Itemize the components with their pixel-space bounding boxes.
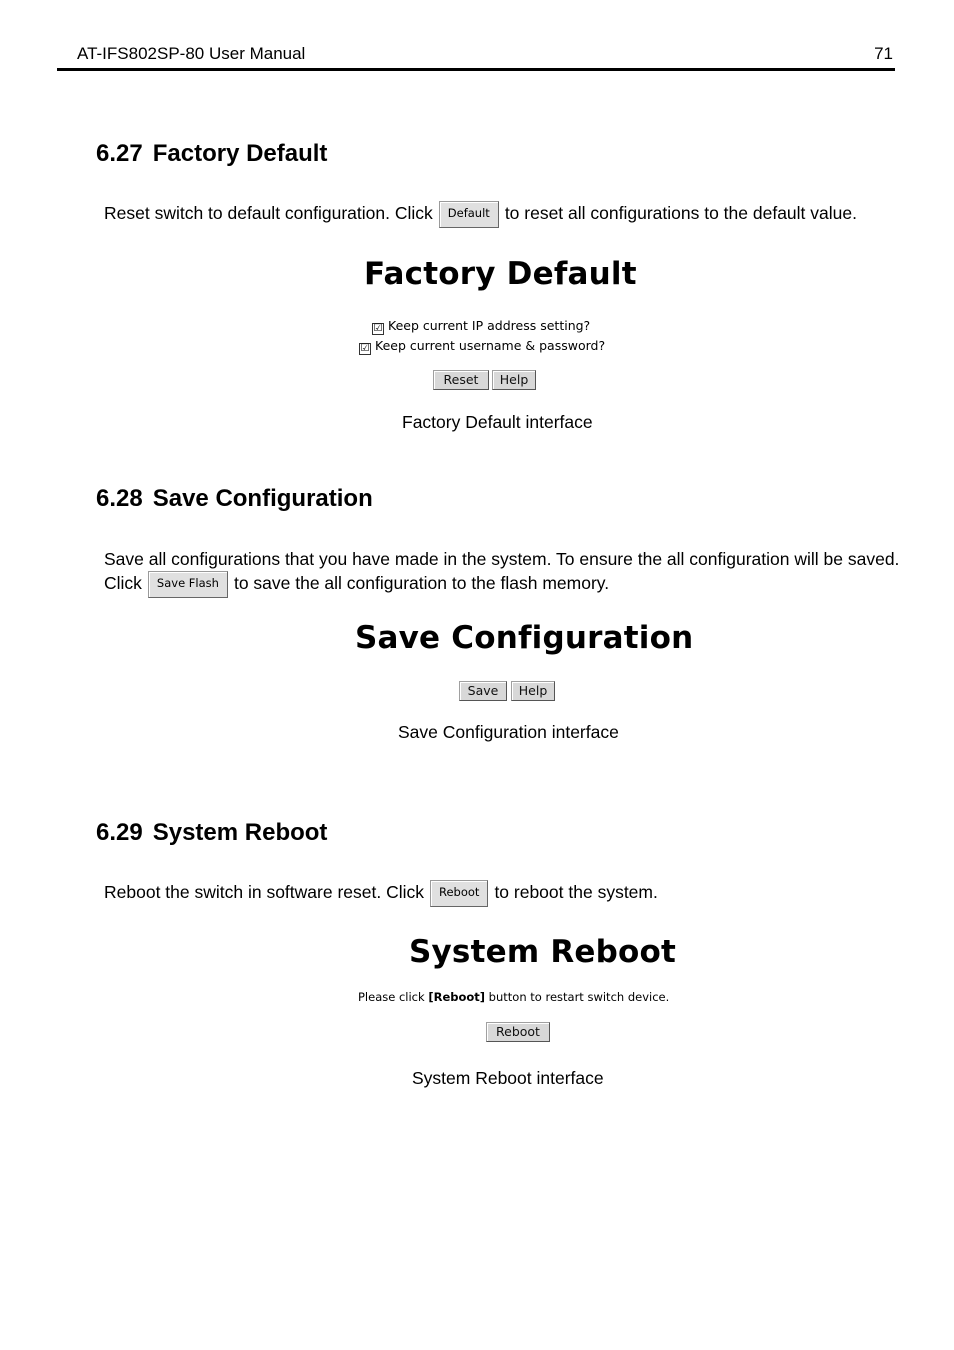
reboot-description	[104, 880, 658, 907]
save-flash-button[interactable]: Save Flash	[148, 571, 228, 598]
save-button[interactable]: Save	[459, 681, 507, 701]
factory-default-description	[104, 201, 857, 228]
page-header	[57, 40, 895, 71]
reset-button[interactable]: Reset	[433, 370, 489, 390]
figure-caption: System Reboot interface	[412, 1068, 604, 1088]
section-number: 6.27	[96, 140, 143, 167]
section-title: Factory Default	[152, 140, 328, 167]
manual-title: AT-IFS802SP-80 User Manual	[77, 44, 306, 63]
section-heading-factory-default	[96, 140, 327, 168]
keep-user-label: Keep current username & password?	[375, 338, 606, 353]
description-text: Reset switch to default configuration. Click	[104, 203, 433, 224]
help-button[interactable]: Help	[511, 681, 555, 701]
instruction-text: button to restart switch device.	[485, 990, 670, 1004]
help-button[interactable]: Help	[492, 370, 536, 390]
keep-ip-checkbox[interactable]: ☑	[373, 323, 383, 334]
reboot-button[interactable]: Reboot	[486, 1022, 550, 1042]
page-number: 71	[874, 44, 893, 63]
description-text: Click	[104, 573, 142, 594]
reboot-instruction	[358, 990, 669, 1004]
section-number: 6.28	[96, 485, 143, 512]
figure-caption: Factory Default interface	[402, 412, 593, 432]
section-title: Save Configuration	[152, 485, 373, 512]
description-text: Reboot the switch in software reset. Click	[104, 882, 424, 903]
instruction-text: Please click	[358, 990, 429, 1004]
keep-ip-row	[372, 318, 590, 335]
description-text: to reboot the system.	[494, 882, 658, 903]
section-heading-save-configuration	[96, 485, 373, 513]
keep-user-checkbox[interactable]: ☑	[360, 343, 370, 354]
default-button[interactable]: Default	[439, 201, 499, 228]
keep-user-row	[359, 338, 605, 355]
description-text: to reset all configurations to the default value.	[504, 203, 857, 224]
reboot-inline-button[interactable]: Reboot	[430, 880, 488, 907]
factory-default-ui-title: Factory Default	[364, 256, 637, 292]
section-heading-system-reboot	[96, 819, 327, 847]
section-title: System Reboot	[152, 819, 328, 846]
section-number: 6.29	[96, 819, 143, 846]
description-text: to save the all configuration to the flash memory.	[233, 573, 610, 594]
keep-ip-label: Keep current IP address setting?	[388, 318, 591, 333]
save-configuration-ui-title: Save Configuration	[355, 620, 694, 656]
figure-caption: Save Configuration interface	[398, 722, 619, 742]
system-reboot-ui-title: System Reboot	[409, 934, 677, 970]
save-description-line1: Save all configurations that you have made in the system. To ensure the all configuration will be saved.	[104, 549, 900, 569]
instruction-emphasis: [Reboot]	[428, 990, 486, 1004]
save-description-line2	[104, 571, 609, 598]
